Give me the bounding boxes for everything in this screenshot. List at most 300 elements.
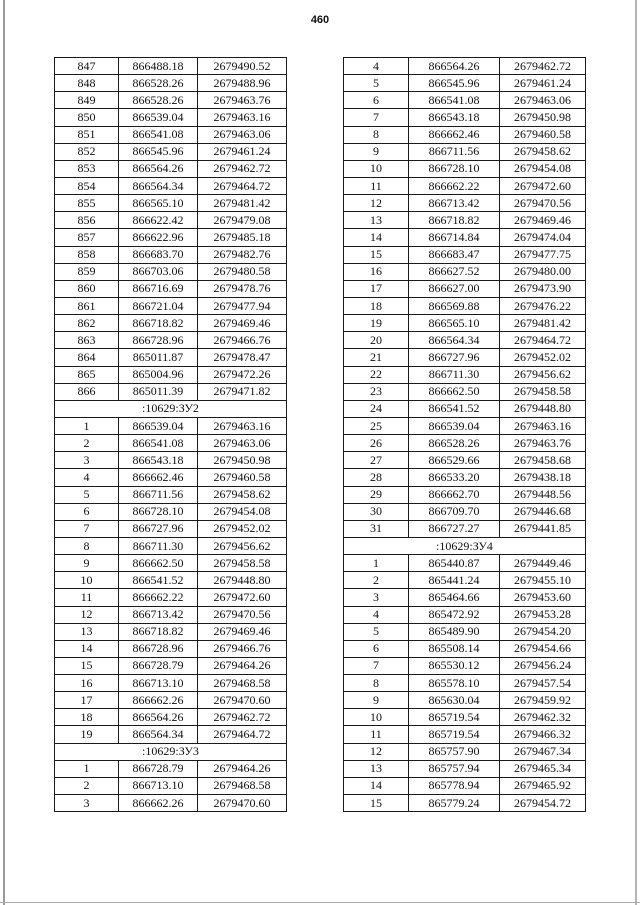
- section-header-row: [55, 743, 287, 760]
- point-number-cell: 30: [344, 503, 409, 520]
- point-number-cell: 27: [344, 452, 409, 469]
- x-coordinate-cell: 866565.10: [119, 195, 198, 212]
- x-coordinate-cell: 865472.92: [409, 606, 500, 623]
- y-coordinate-cell: 2679438.18: [500, 469, 586, 486]
- table-row: [344, 417, 586, 434]
- point-number-cell: 864: [55, 349, 119, 366]
- point-number-cell: 13: [55, 623, 119, 640]
- y-coordinate-cell: 2679448.56: [500, 486, 586, 503]
- x-coordinate-cell: 866545.96: [409, 75, 500, 92]
- point-number-cell: 9: [55, 555, 119, 572]
- section-label: :10629:ЗУ2: [55, 400, 287, 417]
- section-header-row: [55, 400, 287, 417]
- table-row: [344, 452, 586, 469]
- x-coordinate-cell: 866533.20: [409, 469, 500, 486]
- table-row: [55, 315, 287, 332]
- x-coordinate-cell: 865011.87: [119, 349, 198, 366]
- point-number-cell: 3: [344, 589, 409, 606]
- table-row: [55, 229, 287, 246]
- point-number-cell: 14: [344, 229, 409, 246]
- y-coordinate-cell: 2679482.76: [198, 246, 287, 263]
- table-row: [55, 109, 287, 126]
- point-number-cell: 862: [55, 315, 119, 332]
- x-coordinate-cell: 866662.22: [119, 589, 198, 606]
- x-coordinate-cell: 865719.54: [409, 709, 500, 726]
- point-number-cell: 10: [344, 160, 409, 177]
- y-coordinate-cell: 2679476.22: [500, 297, 586, 314]
- x-coordinate-cell: 866564.26: [409, 58, 500, 75]
- coordinates-table-right: [343, 57, 586, 812]
- table-row: [55, 726, 287, 743]
- x-coordinate-cell: 865757.94: [409, 760, 500, 777]
- y-coordinate-cell: 2679463.16: [198, 109, 287, 126]
- y-coordinate-cell: 2679467.34: [500, 743, 586, 760]
- y-coordinate-cell: 2679458.58: [198, 555, 287, 572]
- table-row: [344, 263, 586, 280]
- y-coordinate-cell: 2679449.46: [500, 555, 586, 572]
- point-number-cell: 14: [55, 640, 119, 657]
- x-coordinate-cell: 866564.26: [119, 160, 198, 177]
- x-coordinate-cell: 865530.12: [409, 657, 500, 674]
- y-coordinate-cell: 2679461.24: [500, 75, 586, 92]
- table-row: [55, 795, 287, 812]
- table-row: [55, 572, 287, 589]
- table-row: [55, 263, 287, 280]
- x-coordinate-cell: 865719.54: [409, 726, 500, 743]
- y-coordinate-cell: 2679446.68: [500, 503, 586, 520]
- table-row: [344, 92, 586, 109]
- x-coordinate-cell: 866728.96: [119, 332, 198, 349]
- x-coordinate-cell: 866662.70: [409, 486, 500, 503]
- point-number-cell: 2: [344, 572, 409, 589]
- point-number-cell: 8: [344, 126, 409, 143]
- x-coordinate-cell: 865004.96: [119, 366, 198, 383]
- table-row: [344, 675, 586, 692]
- y-coordinate-cell: 2679464.26: [198, 657, 287, 674]
- table-row: [55, 92, 287, 109]
- table-row: [344, 315, 586, 332]
- point-number-cell: 19: [344, 315, 409, 332]
- y-coordinate-cell: 2679472.60: [198, 589, 287, 606]
- table-row: [55, 692, 287, 709]
- point-number-cell: 866: [55, 383, 119, 400]
- x-coordinate-cell: 866727.96: [409, 349, 500, 366]
- table-row: [344, 726, 586, 743]
- point-number-cell: 8: [344, 675, 409, 692]
- point-number-cell: 7: [55, 520, 119, 537]
- y-coordinate-cell: 2679480.58: [198, 263, 287, 280]
- point-number-cell: 850: [55, 109, 119, 126]
- table-row: [55, 675, 287, 692]
- point-number-cell: 10: [344, 709, 409, 726]
- table-row: [55, 657, 287, 674]
- x-coordinate-cell: 866711.30: [409, 366, 500, 383]
- table-row: [344, 777, 586, 794]
- y-coordinate-cell: 2679450.98: [198, 452, 287, 469]
- y-coordinate-cell: 2679454.72: [500, 795, 586, 812]
- y-coordinate-cell: 2679481.42: [500, 315, 586, 332]
- table-row: [344, 640, 586, 657]
- point-number-cell: 28: [344, 469, 409, 486]
- point-number-cell: 1: [344, 555, 409, 572]
- y-coordinate-cell: 2679488.96: [198, 75, 287, 92]
- point-number-cell: 5: [55, 486, 119, 503]
- table-row: [344, 760, 586, 777]
- point-number-cell: 861: [55, 297, 119, 314]
- x-coordinate-cell: 866721.04: [119, 297, 198, 314]
- x-coordinate-cell: 866662.26: [119, 692, 198, 709]
- x-coordinate-cell: 866728.79: [119, 657, 198, 674]
- point-number-cell: 24: [344, 400, 409, 417]
- y-coordinate-cell: 2679462.72: [500, 58, 586, 75]
- x-coordinate-cell: 866528.26: [119, 75, 198, 92]
- x-coordinate-cell: 866539.04: [409, 417, 500, 434]
- point-number-cell: 855: [55, 195, 119, 212]
- y-coordinate-cell: 2679454.08: [500, 160, 586, 177]
- x-coordinate-cell: 865464.66: [409, 589, 500, 606]
- x-coordinate-cell: 866564.34: [119, 177, 198, 194]
- point-number-cell: 12: [344, 743, 409, 760]
- point-number-cell: 851: [55, 126, 119, 143]
- y-coordinate-cell: 2679477.94: [198, 297, 287, 314]
- point-number-cell: 853: [55, 160, 119, 177]
- y-coordinate-cell: 2679477.75: [500, 246, 586, 263]
- y-coordinate-cell: 2679448.80: [198, 572, 287, 589]
- table-row: [344, 58, 586, 75]
- y-coordinate-cell: 2679464.72: [500, 332, 586, 349]
- table-row: [344, 297, 586, 314]
- point-number-cell: 848: [55, 75, 119, 92]
- table-row: [344, 280, 586, 297]
- point-number-cell: 859: [55, 263, 119, 280]
- x-coordinate-cell: 866718.82: [119, 315, 198, 332]
- point-number-cell: 4: [344, 606, 409, 623]
- y-coordinate-cell: 2679454.66: [500, 640, 586, 657]
- y-coordinate-cell: 2679464.72: [198, 177, 287, 194]
- y-coordinate-cell: 2679459.92: [500, 692, 586, 709]
- point-number-cell: 9: [344, 692, 409, 709]
- point-number-cell: 854: [55, 177, 119, 194]
- x-coordinate-cell: 866713.10: [119, 675, 198, 692]
- x-coordinate-cell: 866488.18: [119, 58, 198, 75]
- x-coordinate-cell: 866728.10: [409, 160, 500, 177]
- y-coordinate-cell: 2679452.02: [500, 349, 586, 366]
- y-coordinate-cell: 2679466.76: [198, 332, 287, 349]
- x-coordinate-cell: 865757.90: [409, 743, 500, 760]
- table-row: [344, 229, 586, 246]
- x-coordinate-cell: 865011.39: [119, 383, 198, 400]
- x-coordinate-cell: 866718.82: [409, 212, 500, 229]
- x-coordinate-cell: 866716.69: [119, 280, 198, 297]
- point-number-cell: 3: [55, 452, 119, 469]
- table-row: [55, 452, 287, 469]
- y-coordinate-cell: 2679463.06: [198, 126, 287, 143]
- y-coordinate-cell: 2679453.28: [500, 606, 586, 623]
- table-row: [344, 572, 586, 589]
- point-number-cell: 15: [55, 657, 119, 674]
- x-coordinate-cell: 866713.10: [119, 777, 198, 794]
- y-coordinate-cell: 2679469.46: [198, 623, 287, 640]
- y-coordinate-cell: 2679468.58: [198, 777, 287, 794]
- point-number-cell: 11: [344, 177, 409, 194]
- y-coordinate-cell: 2679455.10: [500, 572, 586, 589]
- x-coordinate-cell: 866541.52: [119, 572, 198, 589]
- table-row: [55, 160, 287, 177]
- table-row: [55, 469, 287, 486]
- y-coordinate-cell: 2679466.32: [500, 726, 586, 743]
- point-number-cell: 9: [344, 143, 409, 160]
- point-number-cell: 7: [344, 657, 409, 674]
- y-coordinate-cell: 2679456.24: [500, 657, 586, 674]
- y-coordinate-cell: 2679463.16: [198, 417, 287, 434]
- y-coordinate-cell: 2679458.58: [500, 383, 586, 400]
- table-row: [344, 692, 586, 709]
- table-row: [344, 795, 586, 812]
- point-number-cell: 849: [55, 92, 119, 109]
- point-number-cell: 6: [344, 640, 409, 657]
- table-row: [55, 280, 287, 297]
- y-coordinate-cell: 2679479.08: [198, 212, 287, 229]
- table-row: [55, 555, 287, 572]
- y-coordinate-cell: 2679453.60: [500, 589, 586, 606]
- y-coordinate-cell: 2679478.76: [198, 280, 287, 297]
- x-coordinate-cell: 866541.08: [409, 92, 500, 109]
- x-coordinate-cell: 865578.10: [409, 675, 500, 692]
- point-number-cell: 12: [344, 195, 409, 212]
- x-coordinate-cell: 866662.46: [119, 469, 198, 486]
- point-number-cell: 22: [344, 366, 409, 383]
- table-row: [344, 75, 586, 92]
- y-coordinate-cell: 2679466.76: [198, 640, 287, 657]
- table-row: [55, 246, 287, 263]
- x-coordinate-cell: 866541.08: [119, 126, 198, 143]
- x-coordinate-cell: 866709.70: [409, 503, 500, 520]
- table-row: [55, 623, 287, 640]
- point-number-cell: 16: [55, 675, 119, 692]
- point-number-cell: 860: [55, 280, 119, 297]
- point-number-cell: 858: [55, 246, 119, 263]
- y-coordinate-cell: 2679460.58: [198, 469, 287, 486]
- x-coordinate-cell: 866545.96: [119, 143, 198, 160]
- table-row: [55, 126, 287, 143]
- y-coordinate-cell: 2679481.42: [198, 195, 287, 212]
- point-number-cell: 852: [55, 143, 119, 160]
- x-coordinate-cell: 866528.26: [409, 435, 500, 452]
- x-coordinate-cell: 866713.42: [119, 606, 198, 623]
- point-number-cell: 5: [344, 623, 409, 640]
- table-row: [344, 469, 586, 486]
- x-coordinate-cell: 866622.96: [119, 229, 198, 246]
- point-number-cell: 11: [55, 589, 119, 606]
- table-row: [344, 606, 586, 623]
- point-number-cell: 863: [55, 332, 119, 349]
- y-coordinate-cell: 2679472.26: [198, 366, 287, 383]
- point-number-cell: 1: [55, 760, 119, 777]
- table-row: [344, 177, 586, 194]
- x-coordinate-cell: 866727.96: [119, 520, 198, 537]
- scan-right-edge: [635, 0, 637, 905]
- y-coordinate-cell: 2679458.62: [198, 486, 287, 503]
- y-coordinate-cell: 2679472.60: [500, 177, 586, 194]
- y-coordinate-cell: 2679470.56: [198, 606, 287, 623]
- y-coordinate-cell: 2679458.62: [500, 143, 586, 160]
- table-row: [344, 246, 586, 263]
- y-coordinate-cell: 2679485.18: [198, 229, 287, 246]
- y-coordinate-cell: 2679456.62: [198, 537, 287, 554]
- y-coordinate-cell: 2679465.34: [500, 760, 586, 777]
- table-row: [344, 709, 586, 726]
- point-number-cell: 6: [55, 503, 119, 520]
- coordinates-table-left: [54, 57, 287, 812]
- y-coordinate-cell: 2679463.76: [500, 435, 586, 452]
- table-row: [344, 109, 586, 126]
- x-coordinate-cell: 866728.10: [119, 503, 198, 520]
- table-row: [55, 606, 287, 623]
- x-coordinate-cell: 866728.79: [119, 760, 198, 777]
- point-number-cell: 7: [344, 109, 409, 126]
- table-row: [344, 623, 586, 640]
- point-number-cell: 15: [344, 246, 409, 263]
- x-coordinate-cell: 866539.04: [119, 417, 198, 434]
- point-number-cell: 10: [55, 572, 119, 589]
- table-row: [55, 366, 287, 383]
- x-coordinate-cell: 865508.14: [409, 640, 500, 657]
- table-row: [55, 520, 287, 537]
- scan-bottom-edge: [0, 902, 640, 903]
- y-coordinate-cell: 2679464.26: [198, 760, 287, 777]
- table-row: [55, 58, 287, 75]
- table-row: [55, 760, 287, 777]
- table-row: [344, 195, 586, 212]
- table-row: [55, 349, 287, 366]
- point-number-cell: 21: [344, 349, 409, 366]
- point-number-cell: 17: [55, 692, 119, 709]
- table-row: [344, 212, 586, 229]
- x-coordinate-cell: 866529.66: [409, 452, 500, 469]
- x-coordinate-cell: 866703.06: [119, 263, 198, 280]
- table-row: [344, 366, 586, 383]
- table-row: [344, 126, 586, 143]
- point-number-cell: 15: [344, 795, 409, 812]
- point-number-cell: 4: [344, 58, 409, 75]
- y-coordinate-cell: 2679470.56: [500, 195, 586, 212]
- x-coordinate-cell: 865778.94: [409, 777, 500, 794]
- table-row: [344, 400, 586, 417]
- table-row: [344, 520, 586, 537]
- x-coordinate-cell: 866714.84: [409, 229, 500, 246]
- point-number-cell: 18: [55, 709, 119, 726]
- x-coordinate-cell: 866662.46: [409, 126, 500, 143]
- point-number-cell: 12: [55, 606, 119, 623]
- point-number-cell: 6: [344, 92, 409, 109]
- table-row: [55, 195, 287, 212]
- y-coordinate-cell: 2679463.06: [500, 92, 586, 109]
- table-row: [344, 435, 586, 452]
- point-number-cell: 2: [55, 435, 119, 452]
- y-coordinate-cell: 2679478.47: [198, 349, 287, 366]
- point-number-cell: 29: [344, 486, 409, 503]
- y-coordinate-cell: 2679454.08: [198, 503, 287, 520]
- y-coordinate-cell: 2679465.92: [500, 777, 586, 794]
- y-coordinate-cell: 2679469.46: [500, 212, 586, 229]
- table-row: [344, 555, 586, 572]
- table-row: [55, 486, 287, 503]
- y-coordinate-cell: 2679474.04: [500, 229, 586, 246]
- x-coordinate-cell: 866541.08: [119, 435, 198, 452]
- x-coordinate-cell: 866564.34: [119, 726, 198, 743]
- x-coordinate-cell: 866543.18: [409, 109, 500, 126]
- table-row: [55, 503, 287, 520]
- table-row: [344, 657, 586, 674]
- table-row: [55, 777, 287, 794]
- x-coordinate-cell: 866683.47: [409, 246, 500, 263]
- table-row: [55, 435, 287, 452]
- point-number-cell: 13: [344, 212, 409, 229]
- point-number-cell: 5: [344, 75, 409, 92]
- x-coordinate-cell: 866718.82: [119, 623, 198, 640]
- x-coordinate-cell: 866565.10: [409, 315, 500, 332]
- x-coordinate-cell: 866539.04: [119, 109, 198, 126]
- y-coordinate-cell: 2679454.20: [500, 623, 586, 640]
- x-coordinate-cell: 865489.90: [409, 623, 500, 640]
- x-coordinate-cell: 866662.26: [119, 795, 198, 812]
- table-row: [344, 349, 586, 366]
- y-coordinate-cell: 2679458.68: [500, 452, 586, 469]
- y-coordinate-cell: 2679490.52: [198, 58, 287, 75]
- point-number-cell: 23: [344, 383, 409, 400]
- table-row: [344, 743, 586, 760]
- y-coordinate-cell: 2679450.98: [500, 109, 586, 126]
- y-coordinate-cell: 2679468.58: [198, 675, 287, 692]
- table-row: [55, 640, 287, 657]
- table-row: [55, 709, 287, 726]
- section-label: :10629:ЗУ4: [344, 537, 586, 554]
- y-coordinate-cell: 2679464.72: [198, 726, 287, 743]
- table-row: [55, 177, 287, 194]
- y-coordinate-cell: 2679463.16: [500, 417, 586, 434]
- point-number-cell: 2: [55, 777, 119, 794]
- table-row: [344, 503, 586, 520]
- y-coordinate-cell: 2679463.06: [198, 435, 287, 452]
- y-coordinate-cell: 2679452.02: [198, 520, 287, 537]
- x-coordinate-cell: 865779.24: [409, 795, 500, 812]
- x-coordinate-cell: 866622.42: [119, 212, 198, 229]
- y-coordinate-cell: 2679470.60: [198, 795, 287, 812]
- x-coordinate-cell: 866627.00: [409, 280, 500, 297]
- x-coordinate-cell: 866543.18: [119, 452, 198, 469]
- point-number-cell: 1: [55, 417, 119, 434]
- table-row: [55, 297, 287, 314]
- y-coordinate-cell: 2679461.24: [198, 143, 287, 160]
- y-coordinate-cell: 2679471.82: [198, 383, 287, 400]
- y-coordinate-cell: 2679448.80: [500, 400, 586, 417]
- table-row: [55, 383, 287, 400]
- x-coordinate-cell: 866711.30: [119, 537, 198, 554]
- x-coordinate-cell: 866711.56: [119, 486, 198, 503]
- point-number-cell: 13: [344, 760, 409, 777]
- point-number-cell: 19: [55, 726, 119, 743]
- point-number-cell: 20: [344, 332, 409, 349]
- x-coordinate-cell: 866662.22: [409, 177, 500, 194]
- point-number-cell: 4: [55, 469, 119, 486]
- y-coordinate-cell: 2679463.76: [198, 92, 287, 109]
- x-coordinate-cell: 865630.04: [409, 692, 500, 709]
- point-number-cell: 26: [344, 435, 409, 452]
- y-coordinate-cell: 2679441.85: [500, 520, 586, 537]
- table-row: [344, 332, 586, 349]
- x-coordinate-cell: 866711.56: [409, 143, 500, 160]
- x-coordinate-cell: 866569.88: [409, 297, 500, 314]
